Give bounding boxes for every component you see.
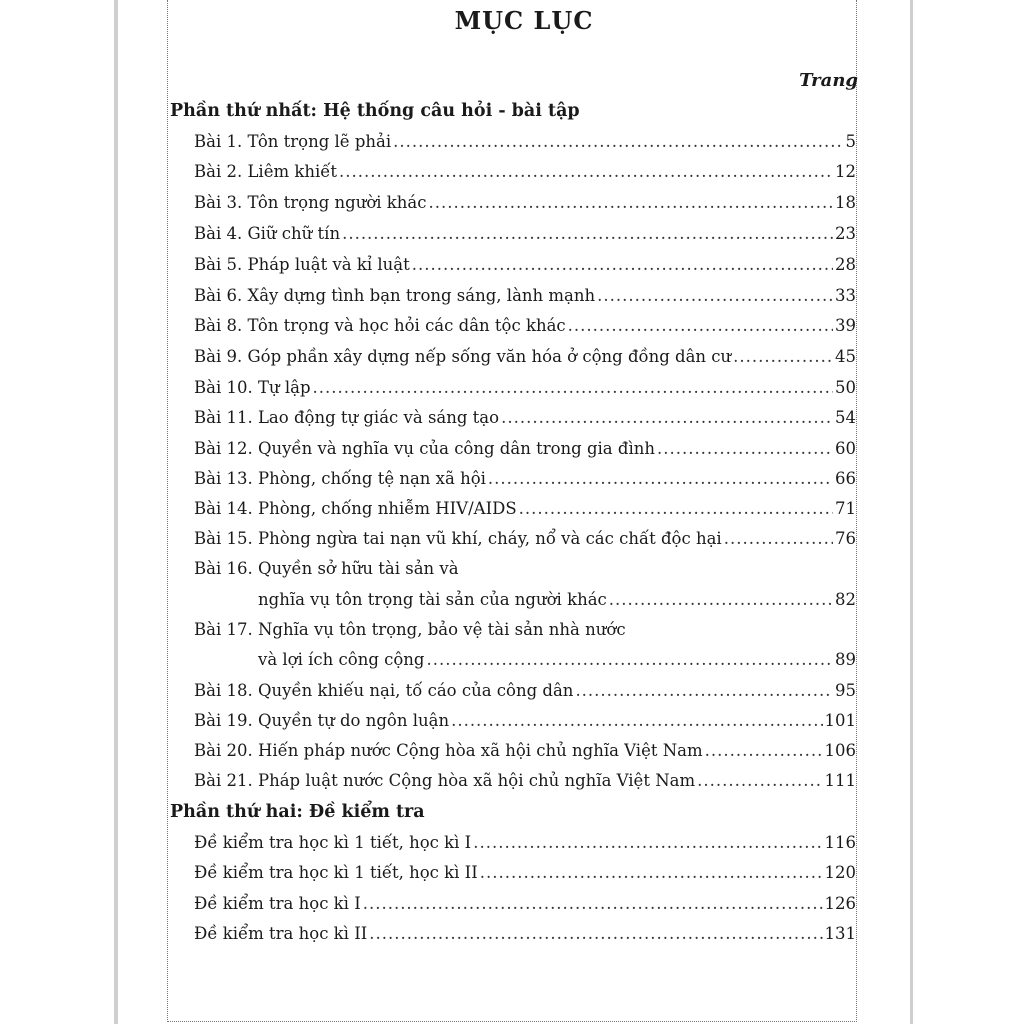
leader-dots: [724, 529, 833, 548]
toc-entry-page: 111: [824, 771, 856, 790]
toc-entry-label: Đề kiểm tra học kì II: [194, 924, 368, 943]
toc-entry-page: 95: [835, 681, 856, 700]
toc-entry-label: và lợi ích công cộng: [258, 650, 425, 669]
toc-entry-label: Bài 5. Pháp luật và kỉ luật: [194, 255, 410, 274]
leader-dots: [480, 863, 823, 882]
toc-entry[interactable]: [194, 255, 856, 281]
toc-entry[interactable]: [194, 741, 856, 767]
leader-dots: [451, 711, 822, 730]
toc-entry-page: 45: [835, 347, 856, 366]
page-column-header: Trang: [799, 70, 858, 91]
leader-dots: [473, 833, 822, 852]
toc-entry-page: 28: [835, 255, 856, 274]
toc-entry[interactable]: [194, 316, 856, 342]
leader-dots: [609, 590, 833, 609]
toc-entry[interactable]: [194, 347, 856, 373]
leader-dots: [488, 469, 833, 488]
toc-entry-label: Đề kiểm tra học kì I: [194, 894, 361, 913]
toc-entry-label: Bài 11. Lao động tự giác và sáng tạo: [194, 408, 500, 427]
toc-entry[interactable]: [194, 408, 856, 434]
toc-entry-page: 54: [835, 408, 856, 427]
toc-entry-page: 23: [835, 224, 856, 243]
toc-entry-label-line1: Bài 17. Nghĩa vụ tôn trọng, bảo vệ tài sản nhà nước: [194, 620, 626, 639]
toc-entry[interactable]: [194, 863, 856, 889]
toc-entry[interactable]: [194, 771, 856, 797]
toc-entry[interactable]: [194, 193, 856, 219]
toc-entry-label: Bài 9. Góp phần xây dựng nếp sống văn hóa ở cộng đồng dân cư: [194, 347, 732, 366]
toc-entry-label: Bài 21. Pháp luật nước Cộng hòa xã hội chủ nghĩa Việt Nam: [194, 771, 696, 790]
leader-dots: [501, 408, 833, 427]
toc-entry[interactable]: [194, 499, 856, 525]
toc-entry[interactable]: [194, 378, 856, 404]
toc-entry-label: Bài 18. Quyền khiếu nại, tố cáo của công dân: [194, 681, 574, 700]
toc-entry[interactable]: [194, 711, 856, 737]
leader-dots: [697, 771, 822, 790]
toc-entry-label: Bài 19. Quyền tự do ngôn luận: [194, 711, 450, 730]
leader-dots: [369, 924, 822, 943]
toc-entry-page: 50: [835, 378, 856, 397]
toc-entry[interactable]: [194, 132, 856, 158]
toc-entry-label: Bài 4. Giữ chữ tín: [194, 224, 341, 243]
toc-entry[interactable]: [194, 439, 856, 465]
toc-entry-page: 76: [835, 529, 856, 548]
toc-entry-page: 116: [824, 833, 856, 852]
toc-entry-label: Bài 8. Tôn trọng và học hỏi các dân tộc khác: [194, 316, 566, 335]
toc-entry-label-line1: Bài 16. Quyền sở hữu tài sản và: [194, 559, 459, 578]
toc-entry-label: Bài 20. Hiến pháp nước Cộng hòa xã hội chủ nghĩa Việt Nam: [194, 741, 703, 760]
leader-dots: [575, 681, 833, 700]
toc-entry-label: Bài 10. Tự lập: [194, 378, 311, 397]
toc-entry-page: 120: [824, 863, 856, 882]
toc-entry-label: Bài 15. Phòng ngừa tai nạn vũ khí, cháy, nổ và các chất độc hại: [194, 529, 722, 548]
toc-entry-label: Bài 3. Tôn trọng người khác: [194, 193, 427, 212]
toc-entry[interactable]: [194, 224, 856, 250]
page-edge-left: [114, 0, 118, 1024]
toc-entry-page: 5: [845, 132, 856, 151]
toc-entry-page: 106: [824, 741, 856, 760]
toc-entry-label: Đề kiểm tra học kì 1 tiết, học kì II: [194, 863, 478, 882]
toc-entry-page: 66: [835, 469, 856, 488]
leader-dots: [657, 439, 833, 458]
section-heading-part2: Phần thứ hai: Đề kiểm tra: [170, 802, 425, 822]
toc-entry-page: 12: [835, 162, 856, 181]
leader-dots: [568, 316, 833, 335]
leader-dots: [342, 224, 833, 243]
toc-entry-label: Đề kiểm tra học kì 1 tiết, học kì I: [194, 833, 472, 852]
section-heading-part1: Phần thứ nhất: Hệ thống câu hỏi - bài tập: [170, 101, 580, 121]
leader-dots: [393, 132, 843, 151]
toc-entry[interactable]: [194, 681, 856, 707]
page-title: MỤC LỤC: [454, 6, 594, 35]
toc-entry[interactable]: [194, 833, 856, 859]
toc-entry-label: Bài 1. Tôn trọng lẽ phải: [194, 132, 392, 151]
leader-dots: [313, 378, 833, 397]
leader-dots: [597, 286, 833, 305]
toc-entry-label: Bài 12. Quyền và nghĩa vụ của công dân trong gia đình: [194, 439, 655, 458]
leader-dots: [519, 499, 833, 518]
toc-entry-page: 126: [824, 894, 856, 913]
toc-entry-label: Bài 2. Liêm khiết: [194, 162, 338, 181]
toc-entry[interactable]: [194, 529, 856, 555]
leader-dots: [705, 741, 823, 760]
toc-entry-page: 101: [824, 711, 856, 730]
toc-entry[interactable]: [194, 286, 856, 312]
toc-entry[interactable]: [258, 650, 856, 676]
toc-entry-label: Bài 13. Phòng, chống tệ nạn xã hội: [194, 469, 486, 488]
toc-entry-page: 89: [835, 650, 856, 669]
toc-entry-page: 82: [835, 590, 856, 609]
toc-entry[interactable]: [194, 894, 856, 920]
leader-dots: [427, 650, 834, 669]
leader-dots: [339, 162, 833, 181]
leader-dots: [412, 255, 833, 274]
toc-entry-page: 33: [835, 286, 856, 305]
toc-entry-label: Bài 14. Phòng, chống nhiễm HIV/AIDS: [194, 499, 517, 518]
toc-entry[interactable]: [194, 924, 856, 950]
leader-dots: [733, 347, 833, 366]
toc-entry[interactable]: [194, 162, 856, 188]
page-edge-right: [910, 0, 913, 1024]
toc-entry-page: 18: [835, 193, 856, 212]
toc-entry-page: 39: [835, 316, 856, 335]
leader-dots: [363, 894, 823, 913]
toc-entry[interactable]: [258, 590, 856, 616]
toc-entry-page: 131: [824, 924, 856, 943]
toc-entry[interactable]: [194, 469, 856, 495]
toc-entry-page: 60: [835, 439, 856, 458]
leader-dots: [429, 193, 833, 212]
toc-entry-page: 71: [835, 499, 856, 518]
toc-entry-label: nghĩa vụ tôn trọng tài sản của người khác: [258, 590, 607, 609]
toc-entry-label: Bài 6. Xây dựng tình bạn trong sáng, lành mạnh: [194, 286, 596, 305]
